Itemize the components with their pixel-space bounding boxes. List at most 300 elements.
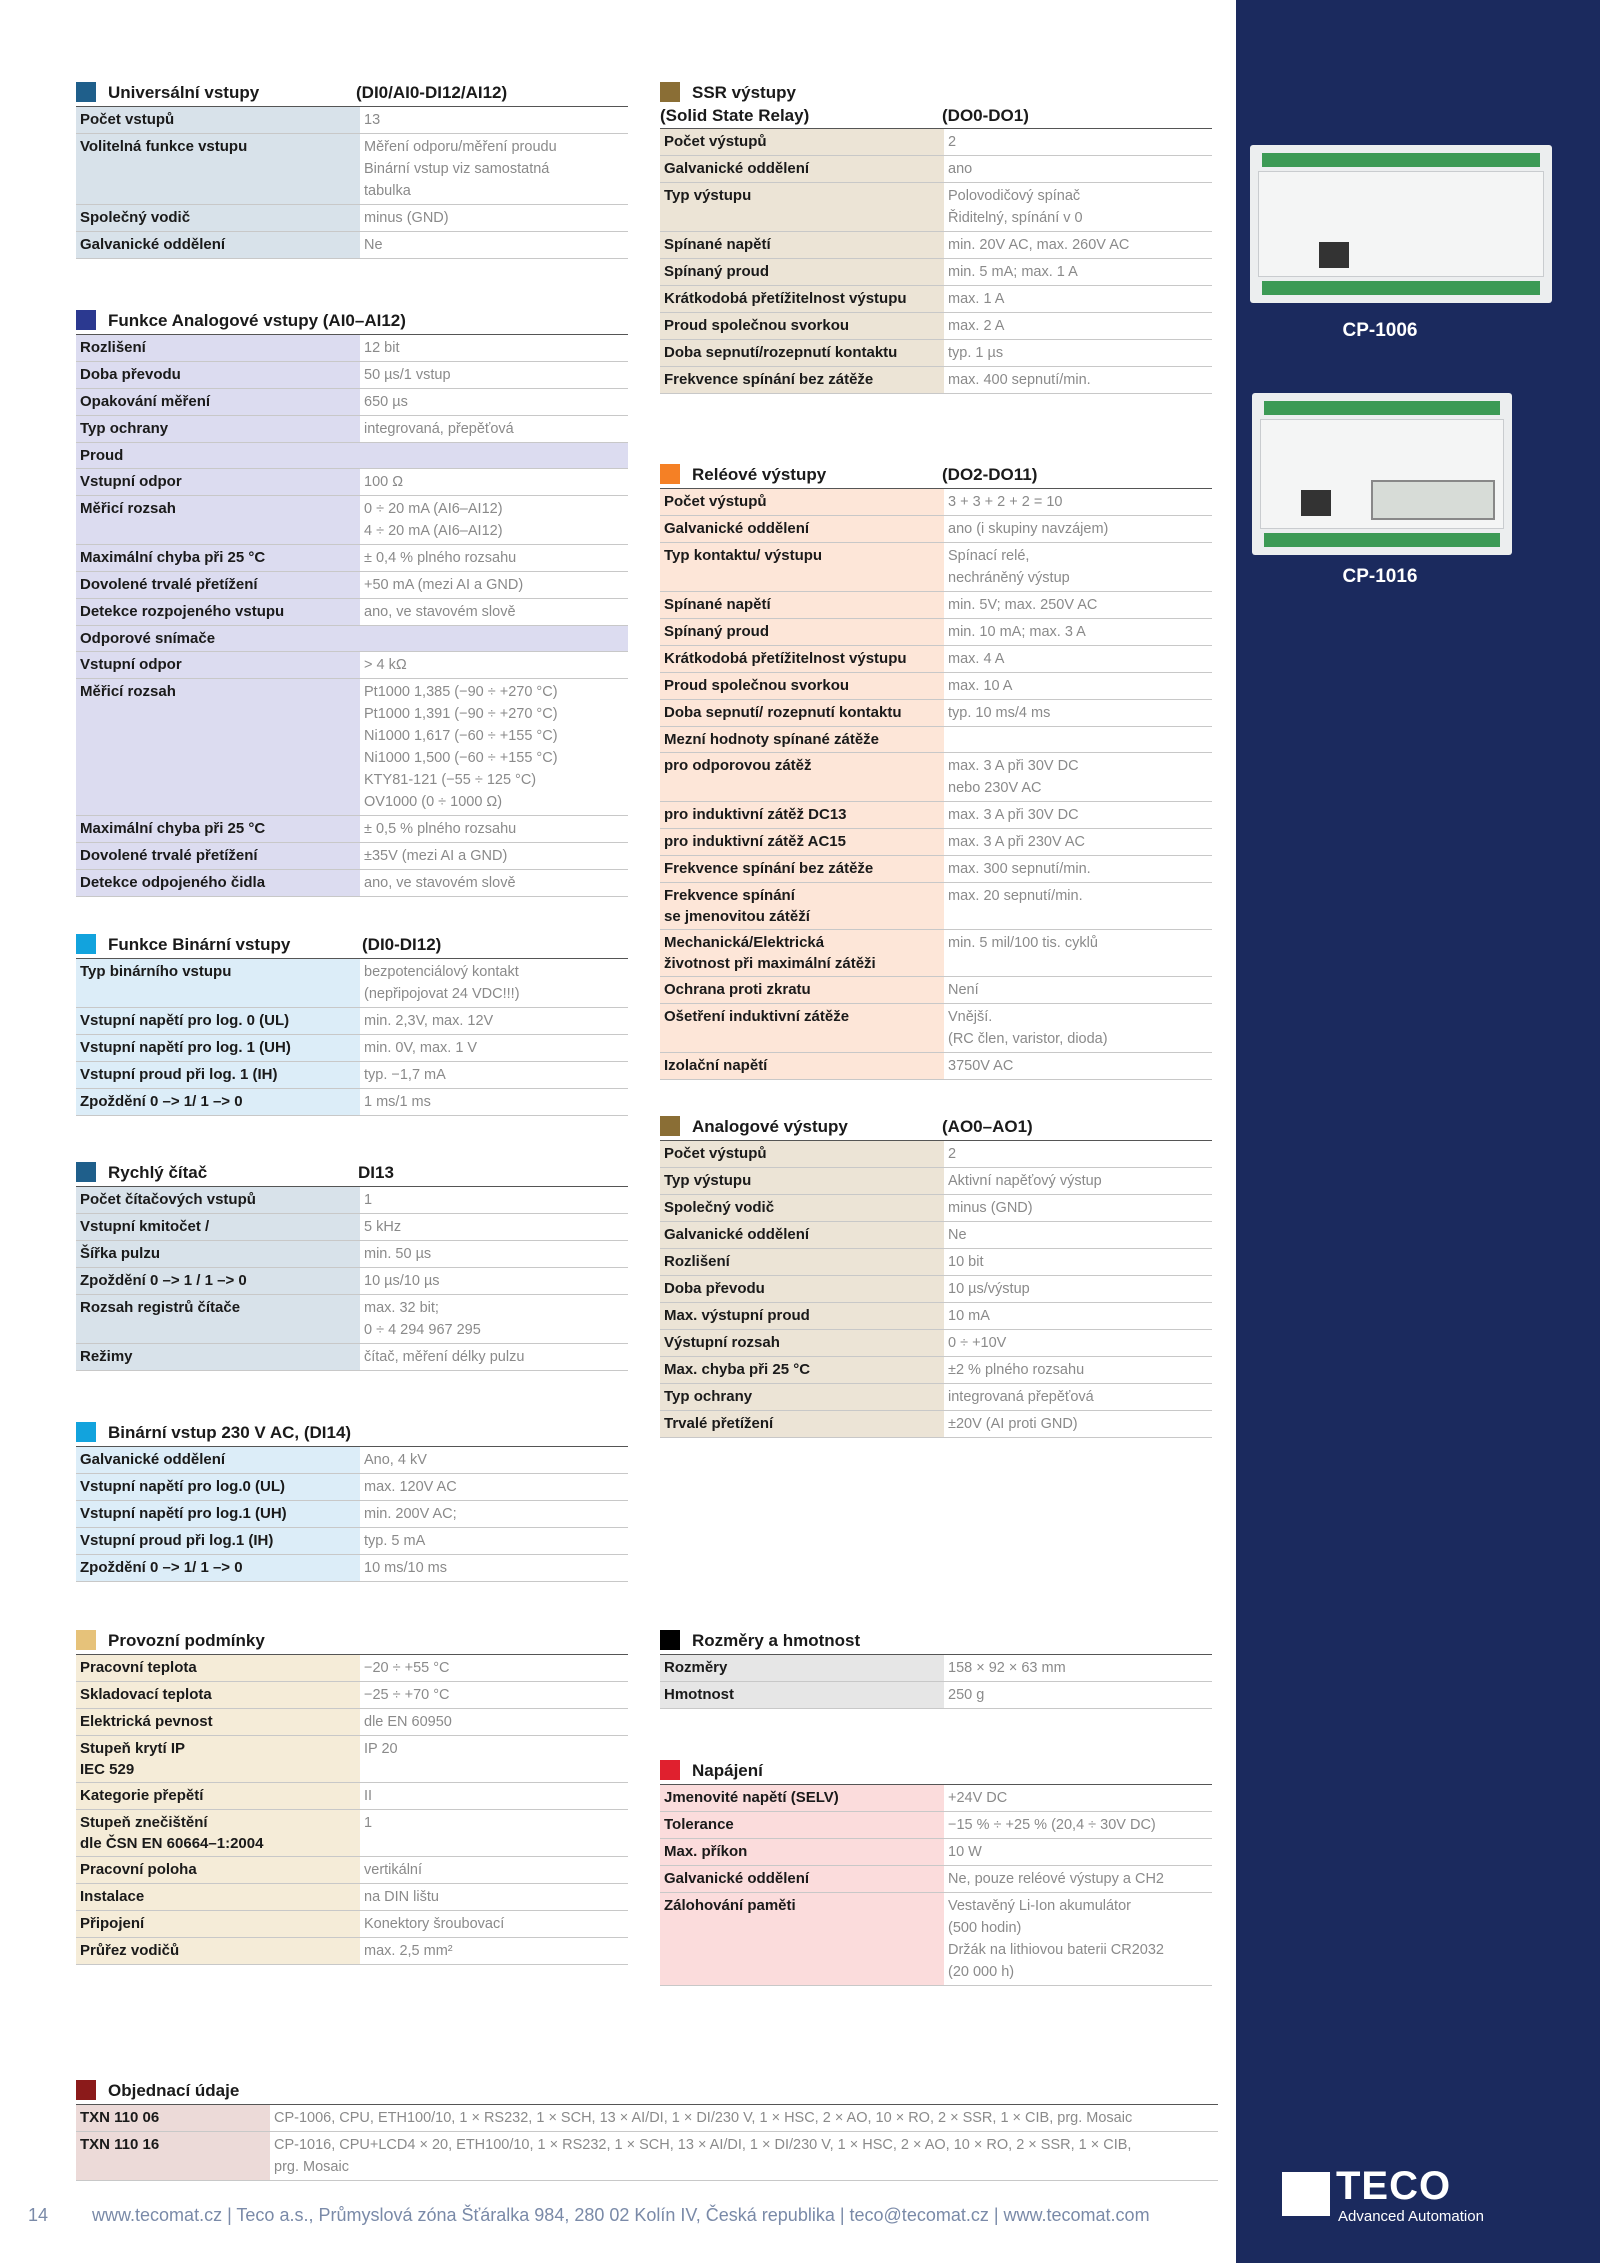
table-row — [76, 1911, 628, 1938]
row-label: Rozlišení — [76, 335, 360, 361]
table-row — [660, 1839, 1212, 1866]
table-row — [660, 727, 1212, 753]
table-row — [76, 443, 628, 469]
row-label: Počet výstupů — [660, 1141, 944, 1167]
row-value: min. 5 mil/100 tis. cyklů — [948, 935, 1098, 951]
row-value: +24V DC — [948, 1790, 1008, 1806]
table-row — [76, 816, 628, 843]
section-title: Binární vstup 230 V AC, (DI14) — [108, 1423, 352, 1442]
section-marker-icon — [76, 1162, 96, 1182]
row-label: Dovolené trvalé přetížení — [76, 572, 360, 598]
row-label: Zpoždění 0 –> 1/ 1 –> 0 — [76, 1089, 360, 1115]
row-label: Společný vodič — [76, 205, 360, 231]
row-label: Trvalé přetížení — [660, 1411, 944, 1437]
row-label: TXN 110 16 — [76, 2132, 270, 2180]
row-label: Zálohování paměti — [660, 1893, 944, 1985]
table-row — [660, 259, 1212, 286]
section-title: Funkce Analogové vstupy (AI0–AI12) — [108, 311, 406, 330]
row-value: ± 0,4 % plného rozsahu — [364, 550, 517, 566]
row-label: Šířka pulzu — [76, 1241, 360, 1267]
row-value: max. 2 A — [948, 318, 1005, 334]
section-marker-icon — [660, 464, 680, 484]
row-label: Zpoždění 0 –> 1 / 1 –> 0 — [76, 1268, 360, 1294]
section-marker-icon — [76, 1630, 96, 1650]
row-value: max. 3 A při 30V DC nebo 230V AC — [948, 758, 1079, 796]
row-value: bezpotenciálový kontakt (nepřipojovat 24 VDC!!!) — [364, 964, 520, 1002]
row-value: +50 mA (mezi AI a GND) — [364, 577, 524, 593]
table-row — [76, 232, 628, 259]
row-label: Proud — [76, 443, 628, 468]
table-row — [76, 2105, 1218, 2132]
section-marker-icon — [76, 1422, 96, 1442]
section-title: Funkce Binární vstupy — [108, 935, 291, 954]
table-row — [660, 489, 1212, 516]
table-row — [76, 1783, 628, 1810]
teco-logo — [1282, 2164, 1484, 2230]
row-label: Mechanická/Elektrická životnost při maximální zátěži — [660, 930, 944, 976]
section-dimensions — [660, 1628, 1212, 1709]
row-value: Vestavěný Li-Ion akumulátor (500 hodin) Držák na lithiovou baterii CR2032 (20 000 h) — [948, 1898, 1164, 1980]
row-value: 3750V AC — [948, 1058, 1014, 1074]
row-label: Průřez vodičů — [76, 1938, 360, 1964]
section-marker-icon — [660, 1116, 680, 1136]
row-label: Galvanické oddělení — [660, 1222, 944, 1248]
table-row — [76, 1655, 628, 1682]
table-row — [76, 1241, 628, 1268]
section-binary-input-230v — [76, 1420, 628, 1582]
row-label: Rozsah registrů čítače — [76, 1295, 360, 1343]
table-row — [76, 1062, 628, 1089]
row-value: min. 20V AC, max. 260V AC — [948, 237, 1130, 253]
row-label: Spínané napětí — [660, 592, 944, 618]
row-value: Polovodičový spínač Řiditelný, spínání v 0 — [948, 188, 1083, 226]
row-label: Galvanické oddělení — [76, 1447, 360, 1473]
table-row — [660, 1330, 1212, 1357]
row-label: Výstupní rozsah — [660, 1330, 944, 1356]
table-row — [76, 1214, 628, 1241]
table-row — [76, 205, 628, 232]
row-label: Typ kontaktu/ výstupu — [660, 543, 944, 591]
row-label: Galvanické oddělení — [660, 1866, 944, 1892]
row-value: minus (GND) — [364, 210, 449, 226]
teco-logo-icon — [1282, 2172, 1330, 2216]
row-value: 10 µs/10 µs — [364, 1273, 440, 1289]
row-label: Izolační napětí — [660, 1053, 944, 1079]
table-row — [660, 646, 1212, 673]
table-row — [76, 416, 628, 443]
table-row — [660, 232, 1212, 259]
row-value: dle EN 60950 — [364, 1714, 452, 1730]
row-label: Počet výstupů — [660, 129, 944, 155]
product-caption-cp1016: CP-1016 — [1342, 566, 1418, 587]
row-label: Spínané napětí — [660, 232, 944, 258]
row-label: Galvanické oddělení — [76, 232, 360, 258]
section-header — [660, 462, 1212, 489]
table-row — [660, 1168, 1212, 1195]
table-row — [660, 1303, 1212, 1330]
row-label: TXN 110 06 — [76, 2105, 270, 2131]
table-row — [660, 183, 1212, 232]
row-label: Hmotnost — [660, 1682, 944, 1708]
page-number: 14 — [28, 2205, 49, 2225]
table-row — [76, 1555, 628, 1582]
section-marker-icon — [76, 2080, 96, 2100]
section-marker-icon — [660, 1630, 680, 1650]
row-value: integrovaná, přepěťová — [364, 421, 514, 437]
section-header — [76, 308, 628, 335]
row-value: 100 Ω — [364, 474, 404, 490]
product-photo-cp1016 — [1252, 393, 1512, 555]
row-label: Zpoždění 0 –> 1/ 1 –> 0 — [76, 1555, 360, 1581]
row-label: Stupeň krytí IP IEC 529 — [76, 1736, 360, 1782]
row-value: na DIN lištu — [364, 1889, 439, 1905]
row-value: −15 % ÷ +25 % (20,4 ÷ 30V DC) — [948, 1817, 1156, 1833]
row-label: Rozměry — [660, 1655, 944, 1681]
section-title-line2: (Solid State Relay) — [660, 106, 810, 125]
table-row — [76, 572, 628, 599]
row-value: Spínací relé, nechráněný výstup — [948, 548, 1070, 586]
table-row — [76, 1736, 628, 1783]
table-row — [660, 286, 1212, 313]
table-row — [76, 1344, 628, 1371]
row-value: −20 ÷ +55 °C — [364, 1660, 450, 1676]
table-row — [76, 1008, 628, 1035]
table-row — [76, 843, 628, 870]
row-value: 10 W — [948, 1844, 982, 1860]
table-row — [76, 1682, 628, 1709]
row-value: min. 10 mA; max. 3 A — [948, 624, 1086, 640]
row-label: Frekvence spínání bez zátěže — [660, 856, 944, 882]
row-value: CP-1006, CPU, ETH100/10, 1 × RS232, 1 × SCH, 13 × AI/DI, 1 × DI/230 V, 1 × HSC, 2 × AO, 10 × RO, 2 × SSR, 1 × CIB, prg. Mosaic — [274, 2110, 1133, 2126]
table-row — [76, 134, 628, 205]
row-label: Maximální chyba při 25 °C — [76, 545, 360, 571]
table-row — [76, 1035, 628, 1062]
row-label: Doba sepnutí/ rozepnutí kontaktu — [660, 700, 944, 726]
section-fast-counter — [76, 1160, 628, 1371]
row-label: Kategorie přepětí — [76, 1783, 360, 1809]
row-label: Dovolené trvalé přetížení — [76, 843, 360, 869]
table-row — [660, 313, 1212, 340]
section-code: DI13 — [358, 1163, 394, 1182]
section-header — [76, 2078, 1218, 2105]
table-row — [660, 1866, 1212, 1893]
row-label: Vstupní proud při log. 1 (IH) — [76, 1062, 360, 1088]
table-row — [660, 543, 1212, 592]
row-label: Max. příkon — [660, 1839, 944, 1865]
table-row — [660, 1384, 1212, 1411]
row-value: ±2 % plného rozsahu — [948, 1362, 1085, 1378]
table-row — [76, 1857, 628, 1884]
row-value: min. 2,3V, max. 12V — [364, 1013, 494, 1029]
row-label: Proud společnou svorkou — [660, 313, 944, 339]
row-value: Ne, pouze reléové výstupy a CH2 — [948, 1871, 1164, 1887]
table-row — [660, 516, 1212, 543]
table-row — [660, 1893, 1212, 1986]
row-label: Stupeň znečištění dle ČSN EN 60664–1:2004 — [76, 1810, 360, 1856]
section-header — [660, 1628, 1212, 1655]
row-value: 10 bit — [948, 1254, 984, 1270]
row-value: integrovaná přepěťová — [948, 1389, 1094, 1405]
section-title: Provozní podmínky — [108, 1631, 265, 1650]
row-label: Typ ochrany — [660, 1384, 944, 1410]
section-header — [660, 1114, 1212, 1141]
row-value: Pt1000 1,385 (−90 ÷ +270 °C) Pt1000 1,391 (−90 ÷ +270 °C) Ni1000 1,617 (−60 ÷ +155 °C) Ni1000 1,500 (−60 ÷ +155 °C) KTY81-121 (−55 ÷ 125 °C) OV1000 (0 ÷ 1000 Ω) — [364, 684, 558, 810]
table-row — [76, 1268, 628, 1295]
section-title: Reléové výstupy — [692, 465, 827, 484]
row-value: 5 kHz — [364, 1219, 402, 1235]
section-title: Rozměry a hmotnost — [692, 1631, 861, 1650]
row-value: 250 g — [948, 1687, 985, 1703]
row-value: typ. 5 mA — [364, 1533, 426, 1549]
row-label: Ochrana proti zkratu — [660, 977, 944, 1003]
row-label: pro odporovou zátěž — [660, 753, 944, 801]
table-row — [660, 829, 1212, 856]
row-label: Počet výstupů — [660, 489, 944, 515]
row-value: max. 4 A — [948, 651, 1005, 667]
table-row — [660, 700, 1212, 727]
footer-text: www.tecomat.cz | Teco a.s., Průmyslová zóna Šťáralka 984, 280 02 Kolín IV, Česká republika | teco@tecomat.cz | www.tecomat.com — [92, 2205, 1150, 2225]
row-label: Počet čítačových vstupů — [76, 1187, 360, 1213]
table-row — [660, 367, 1212, 394]
row-value: max. 1 A — [948, 291, 1005, 307]
section-relay-outputs — [660, 462, 1212, 1080]
row-label: Odporové snímače — [76, 626, 628, 651]
section-ordering-info — [76, 2078, 1218, 2181]
row-label: pro induktivní zátěž DC13 — [660, 802, 944, 828]
section-code: (DO2-DO11) — [942, 465, 1038, 484]
table-row — [660, 1812, 1212, 1839]
row-label: Pracovní poloha — [76, 1857, 360, 1883]
row-label: Rozlišení — [660, 1249, 944, 1275]
row-value: 10 µs/výstup — [948, 1281, 1030, 1297]
section-code: (DI0/AI0-DI12/AI12) — [356, 83, 508, 102]
section-title: Rychlý čítač — [108, 1163, 208, 1182]
row-value: max. 10 A — [948, 678, 1013, 694]
section-header — [76, 1160, 628, 1187]
row-label: Doba sepnutí/rozepnutí kontaktu — [660, 340, 944, 366]
table-row — [76, 545, 628, 572]
row-label: Instalace — [76, 1884, 360, 1910]
row-label: Detekce rozpojeného vstupu — [76, 599, 360, 625]
row-label: Galvanické oddělení — [660, 156, 944, 182]
row-value: min. 5 mA; max. 1 A — [948, 264, 1078, 280]
section-operating-conditions — [76, 1628, 628, 1965]
table-row — [76, 107, 628, 134]
table-row — [76, 1709, 628, 1736]
row-value: 2 — [948, 1146, 957, 1162]
row-label: Vstupní odpor — [76, 469, 360, 495]
table-row — [76, 652, 628, 679]
row-label: Opakování měření — [76, 389, 360, 415]
row-value: −25 ÷ +70 °C — [364, 1687, 450, 1703]
row-value: 1 — [364, 1815, 373, 1831]
table-row — [76, 599, 628, 626]
row-value: Ne — [364, 237, 383, 253]
table-row — [76, 1938, 628, 1965]
row-value: min. 200V AC; — [364, 1506, 457, 1522]
section-header — [76, 932, 628, 959]
row-value: ± 0,5 % plného rozsahu — [364, 821, 517, 837]
row-value: max. 32 bit; 0 ÷ 4 294 967 295 — [364, 1300, 481, 1338]
row-value — [944, 727, 1212, 752]
row-value: 3 + 3 + 2 + 2 = 10 — [948, 494, 1063, 510]
row-label: Krátkodobá přetížitelnost výstupu — [660, 646, 944, 672]
row-value: 10 mA — [948, 1308, 990, 1324]
row-value: ±20V (AI proti GND) — [948, 1416, 1078, 1432]
row-label: Vstupní kmitočet / — [76, 1214, 360, 1240]
row-label: Typ binárního vstupu — [76, 959, 360, 1007]
section-binary-inputs — [76, 932, 628, 1116]
row-label: Galvanické oddělení — [660, 516, 944, 542]
section-marker-icon — [76, 82, 96, 102]
row-value: 0 ÷ +10V — [948, 1335, 1007, 1351]
row-value: 50 µs/1 vstup — [364, 367, 451, 383]
row-value: Vnější. (RC člen, varistor, dioda) — [948, 1009, 1108, 1047]
section-marker-icon — [76, 934, 96, 954]
row-value: typ. 10 ms/4 ms — [948, 705, 1051, 721]
row-value: > 4 kΩ — [364, 657, 407, 673]
row-value: max. 300 sepnutí/min. — [948, 861, 1091, 877]
table-row — [76, 1884, 628, 1911]
table-row — [660, 856, 1212, 883]
table-row — [660, 1249, 1212, 1276]
row-label: Frekvence spínání bez zátěže — [660, 367, 944, 393]
table-row — [660, 1004, 1212, 1053]
row-value: max. 400 sepnutí/min. — [948, 372, 1091, 388]
row-label: Vstupní odpor — [76, 652, 360, 678]
row-label: Pracovní teplota — [76, 1655, 360, 1681]
row-value: ano, ve stavovém slově — [364, 604, 516, 620]
table-row — [76, 1089, 628, 1116]
row-label: Proud společnou svorkou — [660, 673, 944, 699]
section-code: (AO0–AO1) — [942, 1117, 1033, 1136]
row-label: Doba převodu — [76, 362, 360, 388]
row-label: pro induktivní zátěž AC15 — [660, 829, 944, 855]
row-label: Tolerance — [660, 1812, 944, 1838]
section-code: (DI0-DI12) — [362, 935, 442, 954]
row-value: Ano, 4 kV — [364, 1452, 427, 1468]
row-label: Režimy — [76, 1344, 360, 1370]
row-label: Vstupní napětí pro log.0 (UL) — [76, 1474, 360, 1500]
table-row — [660, 1222, 1212, 1249]
table-row — [76, 335, 628, 362]
table-row — [660, 619, 1212, 646]
table-row — [76, 1295, 628, 1344]
row-label: Spínaný proud — [660, 619, 944, 645]
row-value: II — [364, 1788, 373, 1804]
table-row — [76, 959, 628, 1008]
row-label: Doba převodu — [660, 1276, 944, 1302]
table-row — [660, 156, 1212, 183]
row-label: Typ výstupu — [660, 1168, 944, 1194]
row-label: Elektrická pevnost — [76, 1709, 360, 1735]
section-analog-outputs — [660, 1114, 1212, 1438]
row-label: Detekce odpojeného čidla — [76, 870, 360, 896]
section-title: Napájení — [692, 1761, 763, 1780]
table-row — [660, 1682, 1212, 1709]
row-value: max. 20 sepnutí/min. — [948, 888, 1083, 904]
section-header — [660, 80, 1212, 129]
table-row — [660, 1141, 1212, 1168]
section-marker-icon — [660, 82, 680, 102]
section-code: (DO0-DO1) — [942, 106, 1029, 125]
row-value: max. 120V AC — [364, 1479, 457, 1495]
table-row — [660, 802, 1212, 829]
row-value: typ. −1,7 mA — [364, 1067, 446, 1083]
table-row — [76, 389, 628, 416]
row-label: Připojení — [76, 1911, 360, 1937]
table-row — [660, 1195, 1212, 1222]
section-title: Analogové výstupy — [692, 1117, 848, 1136]
row-label: Frekvence spínání se jmenovitou zátěží — [660, 883, 944, 929]
row-label: Typ výstupu — [660, 183, 944, 231]
row-value: CP-1016, CPU+LCD4 × 20, ETH100/10, 1 × RS232, 1 × SCH, 13 × AI/DI, 1 × DI/230 V, 1 × HSC, 2 × AO, 10 × RO, 2 × SSR, 1 × CIB, prg. Mosaic — [274, 2137, 1132, 2175]
row-value: vertikální — [364, 1862, 423, 1878]
logo-name: TECO — [1336, 2164, 1452, 2208]
table-row — [660, 1053, 1212, 1080]
section-marker-icon — [660, 1760, 680, 1780]
row-value: typ. 1 µs — [948, 345, 1004, 361]
row-label: Počet vstupů — [76, 107, 360, 133]
logo-tagline: Advanced Automation — [1338, 2208, 1484, 2225]
row-value: 13 — [364, 112, 381, 128]
table-row — [660, 883, 1212, 930]
table-row — [76, 1528, 628, 1555]
row-value: 1 ms/1 ms — [364, 1094, 431, 1110]
row-label: Skladovací teplota — [76, 1682, 360, 1708]
table-row — [76, 1810, 628, 1857]
table-row — [660, 592, 1212, 619]
row-value: min. 5V; max. 250V AC — [948, 597, 1098, 613]
page-footer — [28, 2205, 1150, 2226]
row-value: Ne — [948, 1227, 967, 1243]
section-analog-inputs — [76, 308, 628, 897]
row-label: Mezní hodnoty spínané zátěže — [660, 727, 944, 752]
section-universal-inputs — [76, 80, 628, 259]
row-label: Spínaný proud — [660, 259, 944, 285]
row-value: ano (i skupiny navzájem) — [948, 521, 1109, 537]
table-row — [660, 340, 1212, 367]
table-row — [660, 1655, 1212, 1682]
row-label: Volitelná funkce vstupu — [76, 134, 360, 204]
row-value: 12 bit — [364, 340, 400, 356]
row-value: Konektory šroubovací — [364, 1916, 505, 1932]
row-label: Měřicí rozsah — [76, 679, 360, 815]
table-row — [76, 870, 628, 897]
row-value: čítač, měření délky pulzu — [364, 1349, 525, 1365]
table-row — [660, 930, 1212, 977]
row-label: Maximální chyba při 25 °C — [76, 816, 360, 842]
row-label: Max. výstupní proud — [660, 1303, 944, 1329]
table-row — [76, 1447, 628, 1474]
row-value: 2 — [948, 134, 957, 150]
section-header — [76, 1628, 628, 1655]
section-header — [76, 1420, 628, 1447]
section-title: Universální vstupy — [108, 83, 260, 102]
section-header — [76, 80, 628, 107]
row-value: ano, ve stavovém slově — [364, 875, 516, 891]
table-row — [76, 679, 628, 816]
product-caption-cp1006: CP-1006 — [1342, 320, 1418, 341]
row-label: Jmenovité napětí (SELV) — [660, 1785, 944, 1811]
row-value: min. 50 µs — [364, 1246, 432, 1262]
section-header — [660, 1758, 1212, 1785]
section-title: Objednací údaje — [108, 2081, 240, 2100]
table-row — [76, 2132, 1218, 2181]
row-label: Společný vodič — [660, 1195, 944, 1221]
table-row — [660, 1276, 1212, 1303]
table-row — [660, 1357, 1212, 1384]
